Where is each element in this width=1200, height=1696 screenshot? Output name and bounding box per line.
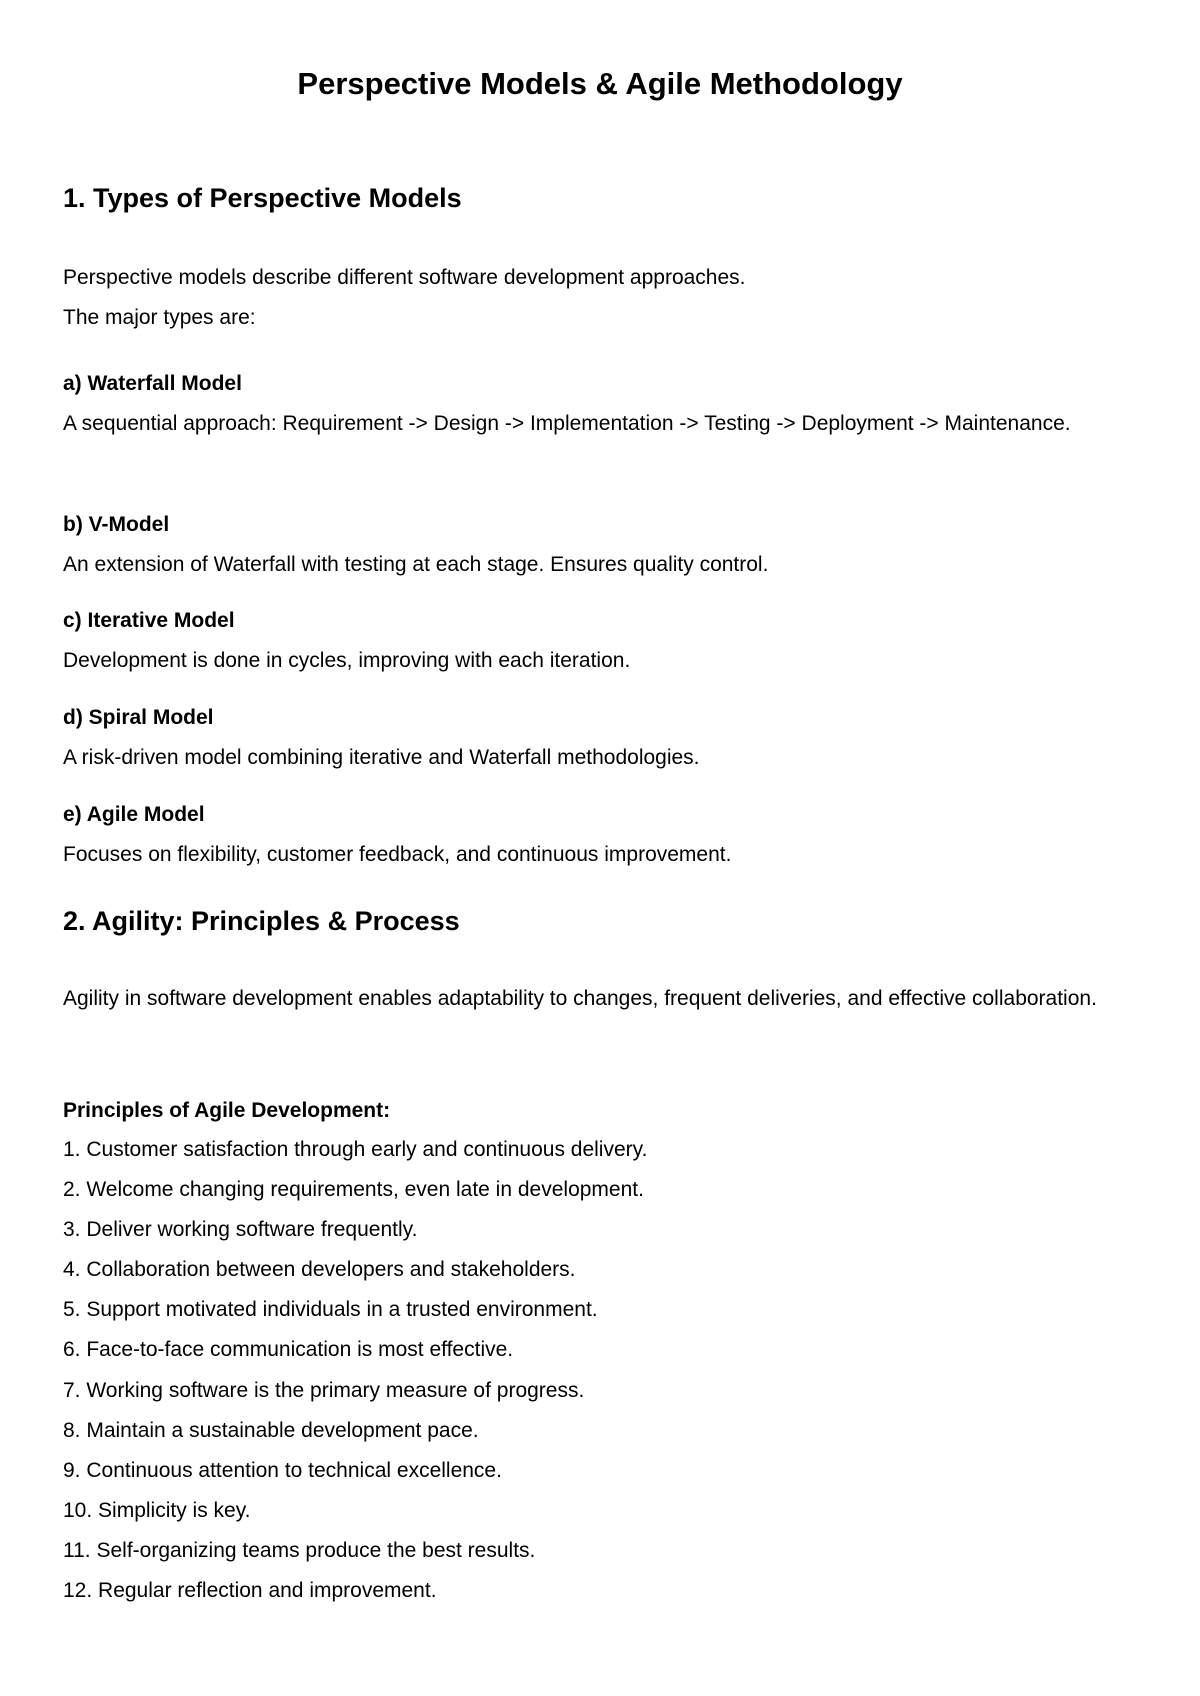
section1-intro-line1: Perspective models describe different software development approaches. [63,266,746,289]
principle-item: 9. Continuous attention to technical excellence. [63,1458,502,1482]
model-description-iterative: Development is done in cycles, improving with each iteration. [63,649,631,672]
section-heading-perspective-models: 1. Types of Perspective Models [63,183,462,213]
model-heading-agile: e) Agile Model [63,803,205,826]
principle-item: 10. Simplicity is key. [63,1498,251,1522]
principle-item: 4. Collaboration between developers and stakeholders. [63,1258,576,1282]
section-heading-agility: 2. Agility: Principles & Process [63,906,460,936]
section1-intro-line2: The major types are: [63,306,256,329]
model-heading-spiral: d) Spiral Model [63,706,214,729]
principles-heading: Principles of Agile Development: [63,1099,391,1122]
model-heading-iterative: c) Iterative Model [63,609,235,632]
principle-item: 2. Welcome changing requirements, even late in development. [63,1178,644,1202]
principles-list [63,1130,647,1611]
model-description-waterfall: A sequential approach: Requirement -> Design -> Implementation -> Testing -> Deployment -> Maintenance. [63,412,1071,435]
principle-item: 12. Regular reflection and improvement. [63,1579,437,1603]
principle-item: 3. Deliver working software frequently. [63,1218,418,1242]
document-title: Perspective Models & Agile Methodology [297,66,903,101]
model-heading-waterfall: a) Waterfall Model [63,372,242,395]
principle-item: 5. Support motivated individuals in a trusted environment. [63,1298,598,1322]
principle-item: 11. Self-organizing teams produce the best results. [63,1538,536,1562]
principle-item: 6. Face-to-face communication is most effective. [63,1338,514,1362]
model-description-spiral: A risk-driven model combining iterative and Waterfall methodologies. [63,746,700,769]
principle-item: 7. Working software is the primary measure of progress. [63,1378,585,1402]
model-description-agile: Focuses on flexibility, customer feedback, and continuous improvement. [63,843,732,866]
principle-item: 8. Maintain a sustainable development pace. [63,1418,479,1442]
section2-intro: Agility in software development enables adaptability to changes, frequent deliveries, and effective collaboration. [63,987,1097,1010]
principle-item: 1. Customer satisfaction through early and continuous delivery. [63,1138,648,1161]
model-description-v-model: An extension of Waterfall with testing at each stage. Ensures quality control. [63,553,769,576]
model-heading-v-model: b) V-Model [63,513,170,536]
